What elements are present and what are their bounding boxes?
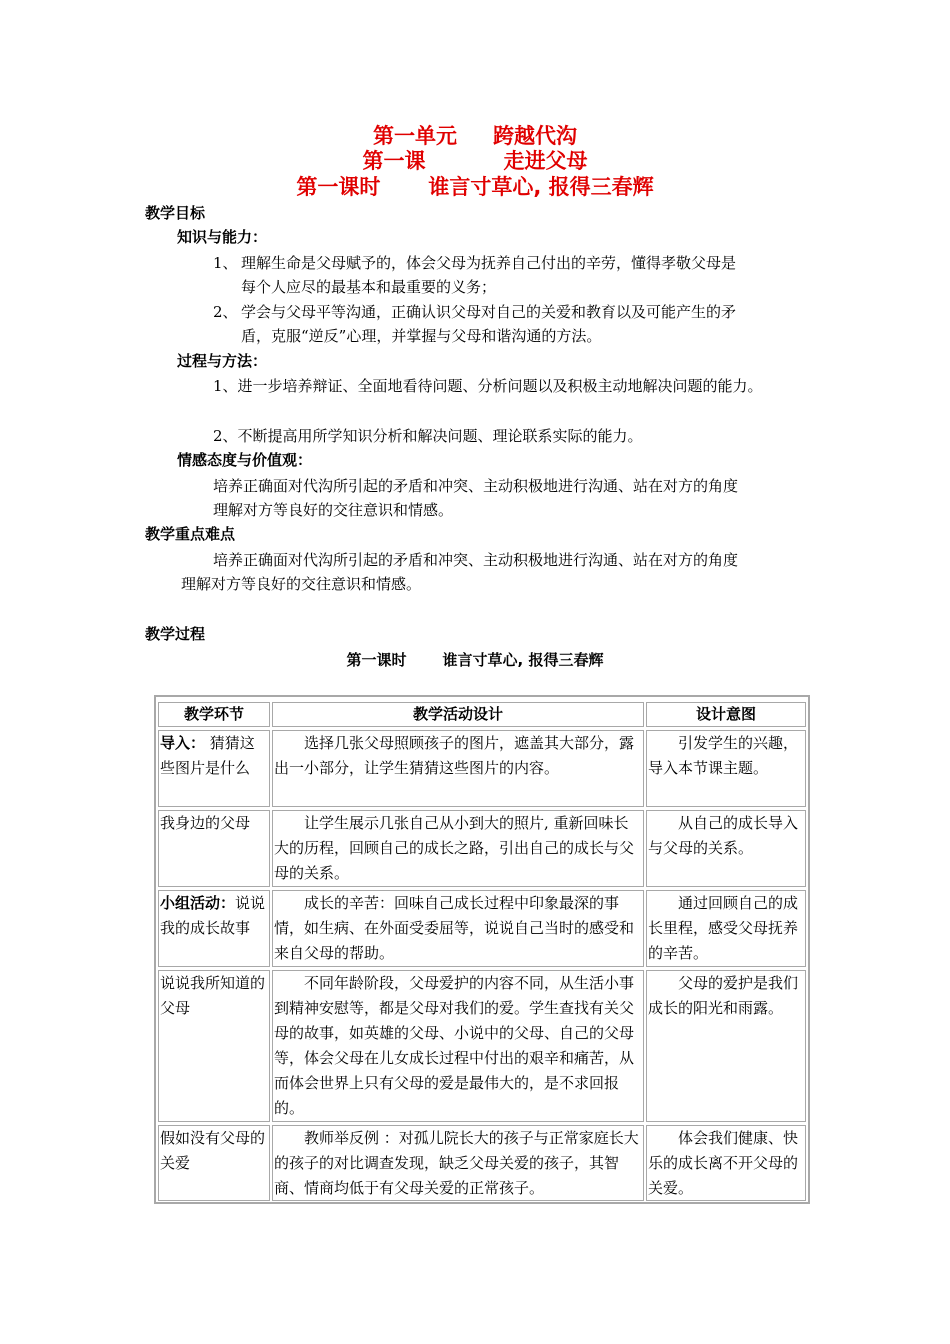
activity-cell: 让学生展示几张自己从小到大的照片, 重新回味长大的历程，回顾自己的成长之路，引出自己的成长与父母的关系。	[272, 810, 644, 887]
unit-title: 第一单元 跨越代沟	[373, 124, 577, 148]
keypoints-line-2: 理解对方等良好的交往意识和情感。	[181, 575, 422, 593]
emotion-line-1: 培养正确面对代沟所引起的矛盾和冲突、主动积极地进行沟通、站在对方的角度	[213, 477, 739, 495]
intent-cell: 通过回顾自己的成长里程，感受父母抚养的辛苦。	[646, 890, 806, 967]
intent-cell: 从自己的成长导入与父母的关系。	[646, 810, 806, 887]
stage-text: 我身边的父母	[160, 814, 251, 832]
table-row	[158, 970, 270, 1122]
knowledge-item-1-line2: 每个人应尽的最基本和最重要的义务；	[241, 278, 497, 296]
intent-cell: 引发学生的兴趣，导入本节课主题。	[646, 730, 806, 807]
knowledge-item-1-num: 1、	[213, 254, 238, 272]
stage-text: 说说我所知道的父母	[160, 974, 266, 1017]
stage-text: 假如没有父母的关爱	[160, 1129, 266, 1172]
intent-cell: 体会我们健康、快乐的成长离不开父母的关爱。	[646, 1125, 806, 1201]
activity-cell: 不同年龄阶段，父母爱护的内容不同，从生活小事到精神安慰等，都是父母对我们的爱。学生查找有关父母的故事，如英雄的父母、小说中的父母、自己的父母等，体会父母在儿女成长过程中付出的艰辛和痛苦，从而体会世界上只有父母的爱是最伟大的，是不求回报的。	[272, 970, 644, 1122]
stage-label: 小组活动：	[160, 894, 236, 912]
table-header-stage: 教学环节	[158, 702, 270, 727]
stage-text: 猜猜这些图片是什么	[160, 734, 255, 777]
process-heading: 过程与方法：	[177, 352, 268, 370]
table-row	[158, 1125, 270, 1201]
intent-cell: 父母的爱护是我们成长的阳光和雨露。	[646, 970, 806, 1122]
procedure-heading: 教学过程	[145, 625, 206, 643]
activity-cell: 成长的辛苦：回味自己成长过程中印象最深的事情，如生病、在外面受委屈等，说说自己当时的感受和来自父母的帮助。	[272, 890, 644, 967]
table-row	[158, 730, 270, 807]
knowledge-item-2-line1: 学会与父母平等沟通，正确认识父母对自己的关爱和教育以及可能产生的矛	[241, 303, 737, 321]
goals-heading: 教学目标	[145, 204, 206, 222]
table-row	[158, 810, 270, 887]
lesson-title: 第一课 走进父母	[362, 149, 588, 173]
table-header-activity: 教学活动设计	[272, 702, 644, 727]
table-header-intent: 设计意图	[646, 702, 806, 727]
stage-text: 说说我的成长故事	[160, 894, 266, 937]
process-item-1: 1、进一步培养辩证、全面地看待问题、分析问题以及积极主动地解决问题的能力。	[213, 377, 763, 395]
keypoints-line-1: 培养正确面对代沟所引起的矛盾和冲突、主动积极地进行沟通、站在对方的角度	[213, 551, 739, 569]
period-title: 第一课时 谁言寸草心, 报得三春辉	[296, 175, 654, 199]
keypoints-heading: 教学重点难点	[145, 525, 236, 543]
lesson-table	[154, 695, 810, 1204]
stage-label: 导入：	[160, 734, 206, 752]
knowledge-item-2-num: 2、	[213, 303, 238, 321]
activity-cell: 教师举反例 ：对孤儿院长大的孩子与正常家庭长大的孩子的对比调查发现，缺乏父母关爱的孩子，其智商、情商均低于有父母关爱的正常孩子。	[272, 1125, 644, 1201]
process-item-2: 2、不断提高用所学知识分析和解决问题、理论联系实际的能力。	[213, 427, 643, 445]
activity-cell: 选择几张父母照顾孩子的图片，遮盖其大部分，露出一小部分，让学生猜猜这些图片的内容。	[272, 730, 644, 807]
table-row	[158, 890, 270, 967]
knowledge-heading: 知识与能力：	[177, 228, 268, 246]
knowledge-item-2-line2: 盾，克服“逆反”心理，并掌握与父母和谐沟通的方法。	[241, 327, 602, 345]
emotion-line-2: 理解对方等良好的交往意识和情感。	[213, 501, 454, 519]
table-subtitle: 第一课时 谁言寸草心, 报得三春辉	[346, 651, 604, 669]
knowledge-item-1-line1: 理解生命是父母赋予的，体会父母为抚养自己付出的辛劳，懂得孝敬父母是	[241, 254, 737, 272]
emotion-heading: 情感态度与价值观：	[177, 451, 313, 469]
